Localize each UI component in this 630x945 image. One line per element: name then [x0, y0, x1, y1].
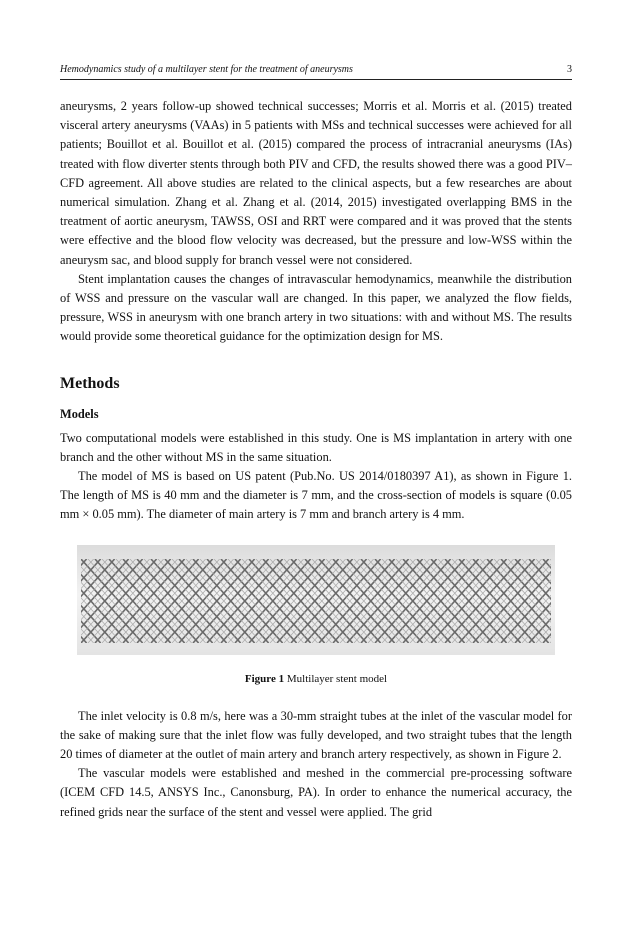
figure-caption-text: Multilayer stent model [286, 672, 388, 685]
stent-mesh-illustration [77, 545, 555, 655]
paragraph: Stent implantation causes the changes of intravascular hemodynamics, meanwhile the distribution of WSS and pressure on the vascular wall are changed. In this paper, we analyzed the flow fields, pressure, WSS in aneurysm with one branch artery in two situations: with and without MS. The results would provide some theoretical guidance for the optimization design for MS. [60, 271, 572, 344]
paragraph: The inlet velocity is 0.8 m/s, here was a 30-mm straight tubes at the inlet of the vascular model for the sake of making sure that the inlet flow was fully developed, and two straight tubes that the length 20 times of diameter at the outlet of main artery and branch artery respectively, as shown in Figure 2. [60, 708, 572, 762]
subsection-heading: Models [60, 406, 99, 421]
page-number: 3 [567, 64, 572, 75]
stent-figure-image [77, 545, 555, 655]
page-body [60, 97, 572, 822]
paragraph: Two computational models were established in this study. One is MS implantation in artery with one branch and the other without MS in the same situation. [60, 430, 572, 464]
figure-label: Figure 1 [244, 672, 285, 685]
paragraph: aneurysms, 2 years follow-up showed technical successes; Morris et al. Morris et al. (2015) treated visceral artery aneurysms (VAAs) in 5 patients with MSs and technical successes were achieved for all patients; Bouillot et al. Bouillot et al. (2015) compared the process of intracranial aneurysms (IAs) treated with flow diverter stents through both PIV and CFD, the results showed there was a good PIV–CFD agreement. All above studies are related to the clinical aspects, but a few researches are about numerical simulation. Zhang et al. Zhang et al. (2014, 2015) investigated overlapping BMS in the treatment of aortic aneurysm, TAWSS, OSI and RRT were compared and it was proved that the stents were effective and the blood flow velocity was decreased, but the pressure and low-WSS within the aneurysm sac, and blood supply for branch vessel were not considered. [60, 99, 572, 267]
running-title: Hemodynamics study of a multilayer stent for the treatment of aneurysms [60, 64, 353, 75]
stent-mesh-wires [77, 559, 555, 643]
section-heading: Methods [60, 374, 120, 392]
paragraph: The model of MS is based on US patent (Pub.No. US 2014/0180397 A1), as shown in Figure 1. The length of MS is 40 mm and the diameter is 7 mm, and the cross-section of models is square (0.05 mm × 0.05 mm). The diameter of main artery is 7 mm and branch artery is 4 mm. [60, 469, 572, 522]
running-header [60, 63, 572, 80]
paragraph: The vascular models were established and meshed in the commercial pre-processing software (ICEM CFD 14.5, ANSYS Inc., Canonsburg, PA). In order to enhance the numerical accuracy, the refined grids near the surface of the stent and vessel were applied. The grid [60, 766, 572, 819]
figure-caption [60, 671, 572, 687]
